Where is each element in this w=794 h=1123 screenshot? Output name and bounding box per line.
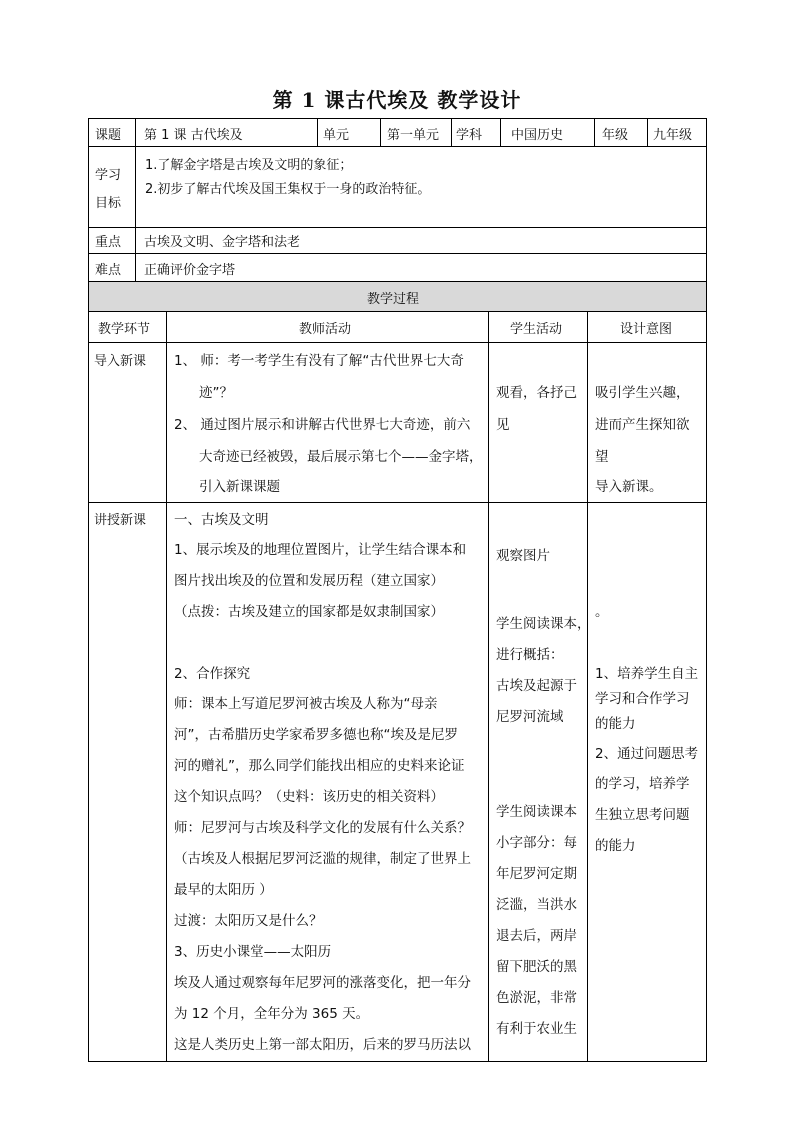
lecture-student-line: 古埃及起源于 [496, 678, 577, 694]
intro-teacher-line: 1、 师：考一考学生有没有了解“古代世界七大奇 [174, 353, 464, 369]
intro-student-line: 观看，各抒己 [496, 385, 577, 401]
lecture-teacher-line: 2、合作探究 [174, 666, 251, 682]
lecture-student-line: 有利于农业生 [496, 1021, 577, 1037]
lecture-teacher-line: 过渡：太阳历又是什么？ [174, 913, 323, 929]
lecture-teacher-line: 3、历史小课堂——太阳历 [174, 944, 332, 960]
lecture-student-line: 泛滥，当洪水 [496, 897, 577, 913]
lecture-teacher-line: （点拨：古埃及建立的国家都是奴隶制国家） [174, 604, 444, 620]
intro-intent-line: 吸引学生兴趣， [595, 385, 690, 401]
intro-intent-line: 导入新课。 [595, 479, 663, 495]
unit-value: 第一单元 [387, 128, 440, 143]
key-point-value: 古埃及文明、金字塔和法老 [144, 235, 301, 250]
process-section-title: 教学过程 [367, 292, 420, 307]
intro-teacher-line: 迹”？ [199, 385, 233, 401]
lecture-student-line: 色淤泥，非常 [496, 990, 577, 1006]
objective-item: 1.了解金字塔是古埃及文明的象征； [145, 158, 353, 173]
lecture-teacher-line: 最早的太阳历 ） [174, 882, 273, 898]
lecture-student-line: 年尼罗河定期 [496, 866, 577, 882]
intro-intent-line: 望 [595, 449, 609, 465]
col-header-student: 学生活动 [510, 322, 563, 337]
lecture-teacher-line: 师：尼罗河与古埃及科学文化的发展有什么关系？ [174, 820, 471, 836]
grade-label: 年级 [602, 128, 629, 143]
lecture-student-line: 学生阅读课本 [496, 804, 577, 820]
lecture-intent-line: 学习和合作学习 [595, 691, 690, 707]
lecture-teacher-line: 河的赠礼”，那么同学们能找出相应的史料来论证 [174, 758, 465, 774]
subject-value: 中国历史 [511, 128, 564, 143]
lecture-intent-line: 2、通过问题思考 [595, 746, 699, 762]
lecture-student-line: 留下肥沃的黑 [496, 959, 577, 975]
col-header-intent: 设计意图 [620, 322, 673, 337]
lecture-teacher-line: 河”，古希腊历史学家希罗多德也称“埃及是尼罗 [174, 727, 458, 743]
col-header-stage: 教学环节 [98, 322, 151, 337]
lecture-student-line: 学生阅读课本， [496, 616, 591, 632]
lecture-teacher-line: 图片找出埃及的位置和发展历程（建立国家） [174, 573, 444, 589]
lecture-student-line: 观察图片 [496, 548, 550, 564]
lecture-student-line: 进行概括： [496, 647, 564, 663]
lecture-student-line: 退去后，两岸 [496, 928, 577, 944]
objectives-label-1: 学习 [95, 168, 122, 183]
intro-teacher-line: 引入新课课题 [199, 479, 280, 495]
key-point-label: 重点 [95, 235, 122, 250]
unit-label: 单元 [323, 128, 350, 143]
lecture-intent-line: 的学习，培养学 [595, 776, 690, 792]
lecture-teacher-line: 1、展示埃及的地理位置图片，让学生结合课本和 [174, 542, 467, 558]
objective-item: 2.初步了解古代埃及国王集权于一身的政治特征。 [145, 182, 431, 197]
lecture-teacher-line: 一、古埃及文明 [174, 512, 269, 528]
lecture-intent-line: 生独立思考问题 [595, 807, 690, 823]
lecture-student-line: 小字部分：每 [496, 835, 577, 851]
lecture-teacher-line: （古埃及人根据尼罗河泛滥的规律，制定了世界上 [174, 851, 471, 867]
lecture-intent-line: 的能力 [595, 838, 636, 854]
difficulty-value: 正确评价金字塔 [144, 263, 236, 278]
page-title: 第 1 课古代埃及 教学设计 [272, 88, 522, 112]
lecture-teacher-line: 这个知识点吗？（史料：该历史的相关资料） [174, 789, 444, 805]
lecture-teacher-line: 埃及人通过观察每年尼罗河的涨落变化，把一年分 [174, 975, 471, 991]
subject-label: 学科 [456, 128, 483, 143]
intro-intent-line: 进而产生探知欲 [595, 417, 690, 433]
col-header-teacher: 教师活动 [299, 322, 352, 337]
lecture-teacher-line: 这是人类历史上第一部太阳历，后来的罗马历法以 [174, 1037, 471, 1053]
intro-teacher-line: 大奇迹已经被毁，最后展示第七个——金字塔， [199, 449, 483, 465]
lecture-intent-line: 。 [595, 604, 609, 620]
lesson-label: 课题 [95, 128, 122, 143]
lecture-intent-line: 的能力 [595, 716, 636, 732]
lecture-student-line: 尼罗河流域 [496, 709, 564, 725]
lecture-stage: 讲授新课 [94, 513, 147, 528]
intro-teacher-line: 2、 通过图片展示和讲解古代世界七大奇迹，前六 [174, 417, 471, 433]
lecture-teacher-line: 师：课本上写道尼罗河被古埃及人称为“母亲 [174, 696, 438, 712]
intro-student-line: 见 [496, 417, 510, 433]
objectives-label-2: 目标 [95, 196, 122, 211]
grade-value: 九年级 [653, 128, 693, 143]
lecture-intent-line: 1、培养学生自主 [595, 666, 699, 682]
lecture-teacher-line: 为 12 个月，全年分为 365 天。 [174, 1006, 370, 1022]
lesson-value: 第 1 课 古代埃及 [144, 128, 243, 143]
difficulty-label: 难点 [95, 263, 122, 278]
intro-stage: 导入新课 [94, 354, 147, 369]
